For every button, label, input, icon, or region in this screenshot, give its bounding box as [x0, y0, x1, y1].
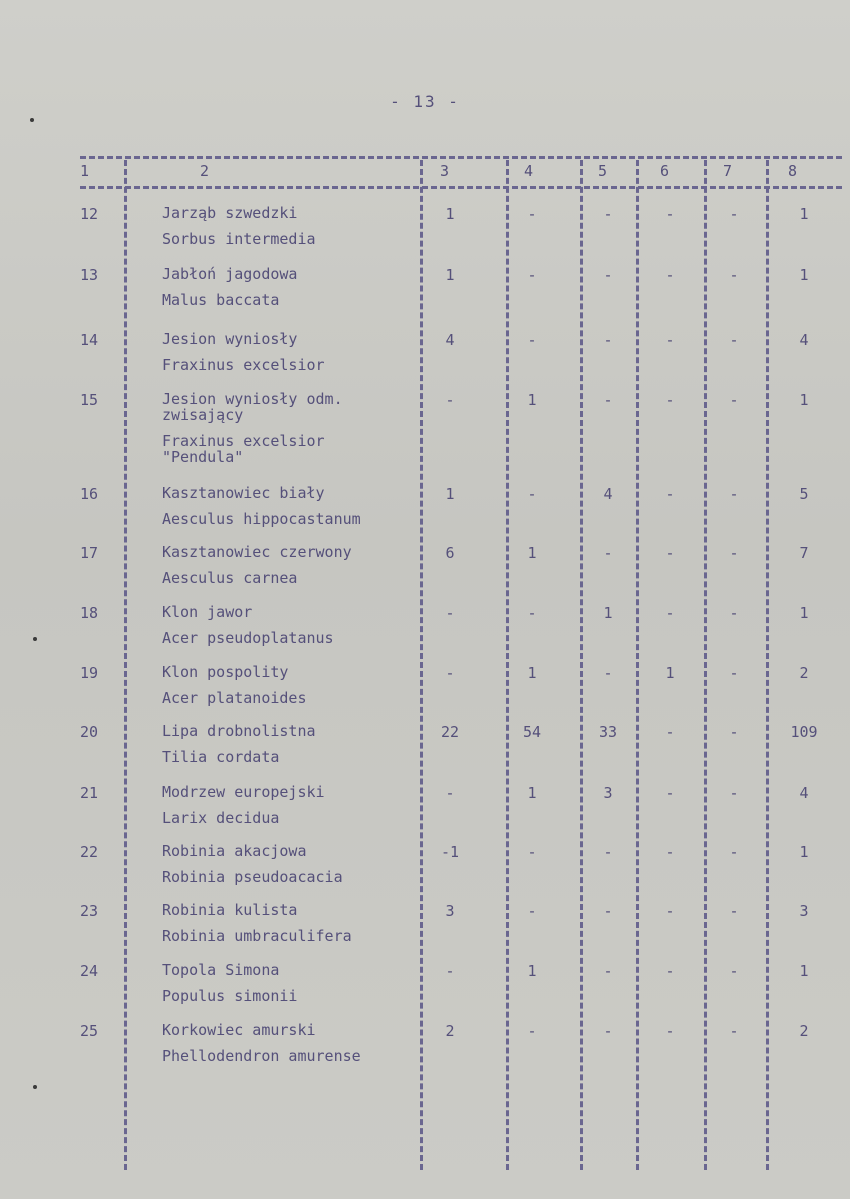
margin-speck: [33, 637, 37, 641]
count-col-8: 1: [799, 391, 809, 409]
row-number: 16: [80, 485, 99, 503]
count-col-6: -: [665, 902, 675, 920]
count-col-6: -: [665, 391, 675, 409]
count-col-6: -: [665, 843, 675, 861]
count-col-6: -: [665, 604, 675, 622]
count-col-6: -: [665, 723, 675, 741]
count-col-3: 1: [445, 266, 455, 284]
count-col-4: -: [527, 1022, 537, 1040]
count-col-7: -: [729, 604, 739, 622]
species-latin-name: Malus baccata: [162, 291, 280, 309]
count-col-4: 1: [527, 784, 537, 802]
species-polish-name: Jabłoń jagodowa: [162, 265, 298, 283]
species-polish-name: Klon jawor: [162, 603, 253, 621]
page-number: - 13 -: [390, 92, 460, 111]
column-header-3: 3: [440, 162, 450, 180]
species-polish-name: Lipa drobnolistna: [162, 722, 316, 740]
count-col-6: 1: [665, 664, 675, 682]
species-latin-name: Aesculus hippocastanum: [162, 510, 361, 528]
count-col-6: -: [665, 331, 675, 349]
column-header-1: 1: [80, 162, 90, 180]
count-col-5: -: [603, 266, 613, 284]
count-col-3: -: [445, 391, 455, 409]
count-col-5: 33: [598, 723, 618, 741]
row-number: 19: [80, 664, 99, 682]
count-col-3: -1: [440, 843, 460, 861]
count-col-4: 54: [522, 723, 542, 741]
count-col-4: -: [527, 604, 537, 622]
species-latin-name: Phellodendron amurense: [162, 1047, 361, 1065]
species-polish-name: Modrzew europejski: [162, 783, 325, 801]
row-number: 17: [80, 544, 99, 562]
row-number: 22: [80, 843, 99, 861]
species-polish-name: Robinia akacjowa: [162, 842, 307, 860]
count-col-4: 1: [527, 962, 537, 980]
count-col-4: 1: [527, 544, 537, 562]
count-col-6: -: [665, 962, 675, 980]
count-col-5: -: [603, 391, 613, 409]
count-col-4: -: [527, 266, 537, 284]
count-col-3: 1: [445, 485, 455, 503]
count-col-7: -: [729, 544, 739, 562]
count-col-8: 1: [799, 205, 809, 223]
count-col-8: 4: [799, 784, 809, 802]
row-number: 24: [80, 962, 99, 980]
count-col-7: -: [729, 1022, 739, 1040]
count-col-5: 1: [603, 604, 613, 622]
column-divider: [124, 160, 127, 1170]
species-latin-name: Robinia pseudoacacia: [162, 868, 343, 886]
count-col-5: -: [603, 902, 613, 920]
count-col-5: -: [603, 205, 613, 223]
species-polish-name: Kasztanowiec czerwony: [162, 543, 352, 561]
count-col-3: 22: [440, 723, 460, 741]
count-col-8: 5: [799, 485, 809, 503]
species-latin-name: Fraxinus excelsior "Pendula": [162, 432, 325, 466]
column-header-5: 5: [598, 162, 608, 180]
column-header-2: 2: [200, 162, 210, 180]
species-polish-name: Klon pospolity: [162, 663, 289, 681]
count-col-3: -: [445, 962, 455, 980]
count-col-5: 4: [603, 485, 613, 503]
count-col-5: 3: [603, 784, 613, 802]
count-col-7: -: [729, 664, 739, 682]
margin-speck: [30, 118, 34, 122]
count-col-3: 1: [445, 205, 455, 223]
row-number: 23: [80, 902, 99, 920]
species-polish-name: Topola Simona: [162, 961, 280, 979]
row-number: 14: [80, 331, 99, 349]
count-col-5: -: [603, 331, 613, 349]
count-col-8: 109: [790, 723, 818, 741]
species-latin-name: Acer pseudoplatanus: [162, 629, 334, 647]
column-header-8: 8: [788, 162, 798, 180]
species-latin-name: Fraxinus excelsior: [162, 356, 325, 374]
count-col-6: -: [665, 1022, 675, 1040]
count-col-4: -: [527, 843, 537, 861]
count-col-7: -: [729, 784, 739, 802]
species-latin-name: Populus simonii: [162, 987, 298, 1005]
count-col-3: -: [445, 664, 455, 682]
count-col-7: -: [729, 266, 739, 284]
count-col-8: 1: [799, 604, 809, 622]
column-header-4: 4: [524, 162, 534, 180]
species-latin-name: Acer platanoides: [162, 689, 307, 707]
count-col-4: -: [527, 485, 537, 503]
count-col-5: -: [603, 544, 613, 562]
count-col-7: -: [729, 205, 739, 223]
row-number: 21: [80, 784, 99, 802]
species-latin-name: Sorbus intermedia: [162, 230, 316, 248]
row-number: 25: [80, 1022, 99, 1040]
count-col-4: -: [527, 205, 537, 223]
count-col-8: 2: [799, 664, 809, 682]
species-latin-name: Aesculus carnea: [162, 569, 298, 587]
count-col-3: 6: [445, 544, 455, 562]
count-col-6: -: [665, 485, 675, 503]
count-col-4: 1: [527, 391, 537, 409]
count-col-4: -: [527, 902, 537, 920]
row-number: 15: [80, 391, 99, 409]
count-col-6: -: [665, 544, 675, 562]
count-col-7: -: [729, 723, 739, 741]
count-col-7: -: [729, 331, 739, 349]
count-col-8: 1: [799, 962, 809, 980]
count-col-8: 2: [799, 1022, 809, 1040]
count-col-7: -: [729, 902, 739, 920]
table-header-border: [80, 186, 842, 189]
count-col-5: -: [603, 962, 613, 980]
species-polish-name: Robinia kulista: [162, 901, 298, 919]
count-col-3: -: [445, 784, 455, 802]
species-polish-name: Jesion wyniosły odm. zwisający: [162, 390, 343, 424]
species-polish-name: Korkowiec amurski: [162, 1021, 316, 1039]
count-col-7: -: [729, 391, 739, 409]
count-col-3: 3: [445, 902, 455, 920]
count-col-8: 7: [799, 544, 809, 562]
count-col-6: -: [665, 266, 675, 284]
table-top-border: [80, 156, 842, 159]
column-divider: [766, 160, 769, 1170]
species-latin-name: Larix decidua: [162, 809, 280, 827]
row-number: 13: [80, 266, 99, 284]
species-latin-name: Tilia cordata: [162, 748, 280, 766]
count-col-7: -: [729, 962, 739, 980]
count-col-5: -: [603, 1022, 613, 1040]
count-col-6: -: [665, 205, 675, 223]
row-number: 18: [80, 604, 99, 622]
count-col-8: 4: [799, 331, 809, 349]
count-col-5: -: [603, 664, 613, 682]
margin-speck: [33, 1085, 37, 1089]
column-header-6: 6: [660, 162, 670, 180]
count-col-4: -: [527, 331, 537, 349]
species-latin-name: Robinia umbraculifera: [162, 927, 352, 945]
count-col-3: -: [445, 604, 455, 622]
column-header-7: 7: [723, 162, 733, 180]
count-col-6: -: [665, 784, 675, 802]
count-col-4: 1: [527, 664, 537, 682]
species-polish-name: Jesion wyniosły: [162, 330, 298, 348]
row-number: 20: [80, 723, 99, 741]
count-col-8: 1: [799, 843, 809, 861]
count-col-7: -: [729, 843, 739, 861]
species-polish-name: Jarząb szwedzki: [162, 204, 298, 222]
species-polish-name: Kasztanowiec biały: [162, 484, 325, 502]
count-col-7: -: [729, 485, 739, 503]
count-col-8: 3: [799, 902, 809, 920]
row-number: 12: [80, 205, 99, 223]
count-col-8: 1: [799, 266, 809, 284]
count-col-3: 4: [445, 331, 455, 349]
count-col-5: -: [603, 843, 613, 861]
count-col-3: 2: [445, 1022, 455, 1040]
